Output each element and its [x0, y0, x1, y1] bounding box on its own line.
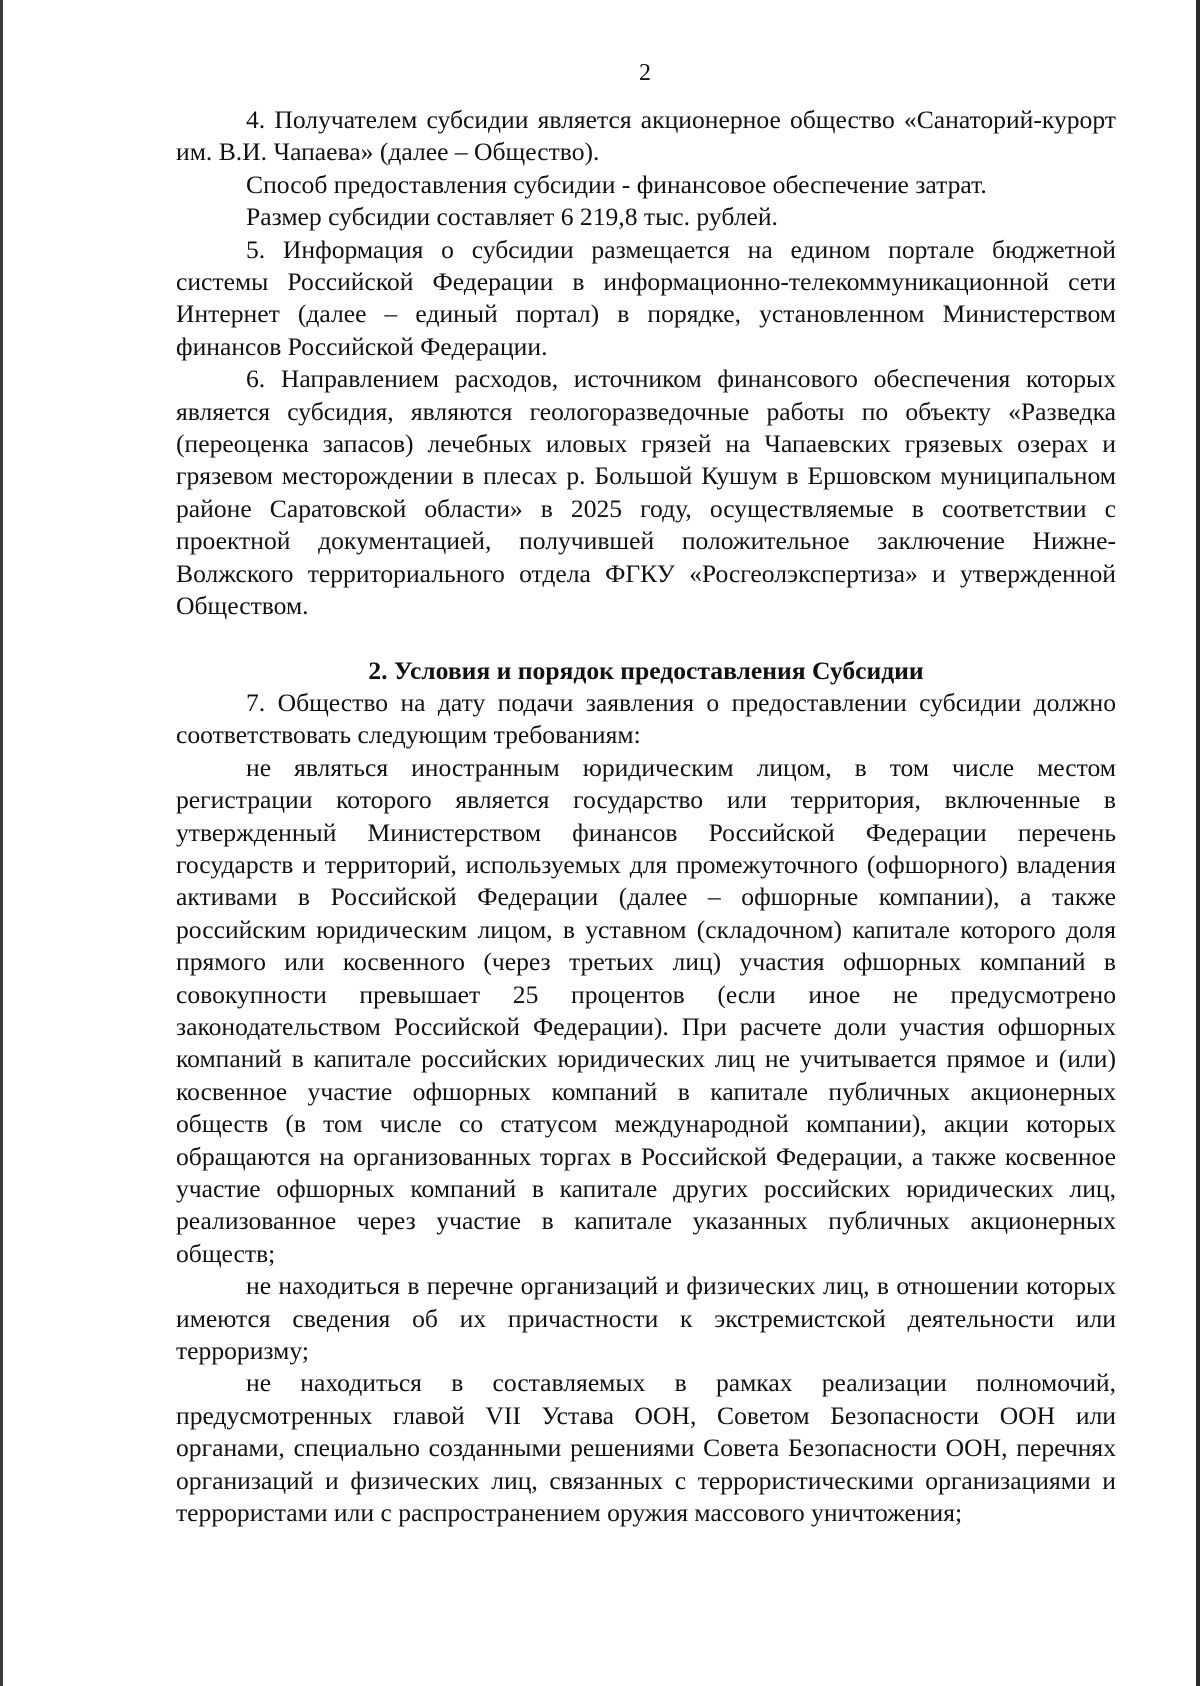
paragraph-5-information: 5. Информация о субсидии размещается на едином портале бюджетной системы Российской Федерации в информационно-телекоммуникационной сети Интернет (далее – единый портал) в порядке, установленном Министерством финансов Российской Федерации. — [176, 234, 1116, 361]
paragraph-6-expenses: 6. Направлением расходов, источником финансового обеспечения которых является субсидия, являются геологоразведочные работы по объекту «Разведка (переоценка запасов) лечебных иловых грязей на Чапаевских грязевых озерах и грязевом месторождении в плесах р. Большой Кушум в Ершовском муниципальном районе Саратовской области» в 2025 году, осуществляемые в соответствии с проектной документацией, получившей положительное заключение Нижне-Волжского территориального отдела ФГКУ «Росгеолэкспертиза» и утвержденной Обществом. — [176, 364, 1116, 621]
section-heading: 2. Условия и порядок предоставления Субсидии — [368, 655, 924, 685]
scan-edge-left — [0, 0, 3, 1686]
page-number: 2 — [639, 60, 651, 86]
paragraph-4-recipient: 4. Получателем субсидии является акционерное общество «Санаторий-курорт им. В.И. Чапаева» (далее – Общество). — [176, 105, 1116, 167]
paragraph-offshore: не являться иностранным юридическим лицом, в том числе местом регистрации которого является государство или территория, включенные в утвержденный Министерством финансов Российской Федерации перечень государств и территорий, используемых для промежуточного (офшорного) владения активами в Российской Федерации (далее – офшорные компании), а также российским юридическим лицом, в уставном (складочном) капитале которого доля прямого или косвенного (через третьих лиц) участия офшорных компаний в совокупности превышает 25 процентов (если иное не предусмотрено законодательством Российской Федерации). При расчете доли участия офшорных компаний в капитале российских юридических лиц не учитывается прямое и (или) косвенное участие офшорных компаний в капитале публичных акционерных обществ (в том числе со статусом международной компании), акции которых обращаются на организованных торгах в Российской Федерации, а также косвенное участие офшорных компаний в капитале других российских юридических лиц, реализованное через участие в капитале указанных публичных акционерных обществ; — [176, 752, 1116, 1268]
paragraph-method: Способ предоставления субсидии - финансовое обеспечение затрат. — [246, 169, 987, 199]
paragraph-extremism: не находиться в перечне организаций и физических лиц, в отношении которых имеются сведения об их причастности к экстремистской деятельности или терроризму; — [176, 1271, 1116, 1366]
scan-edge-right — [1196, 0, 1200, 1686]
paragraph-7-requirements: 7. Общество на дату подачи заявления о предоставлении субсидии должно соответствовать следующим требованиям: — [176, 687, 1116, 750]
paragraph-amount: Размер субсидии составляет 6 219,8 тыс. рублей. — [246, 202, 778, 232]
document-body — [176, 104, 1116, 1529]
paragraph-un-lists: не находиться в составляемых в рамках реализации полномочий, предусмотренных главой VII Устава ООН, Советом Безопасности ООН или органами, специально созданными решениями Совета Безопасности ООН, перечнях организаций и физических лиц, связанных с террористическими организациями и террористами или с распространением оружия массового уничтожения; — [176, 1368, 1116, 1528]
